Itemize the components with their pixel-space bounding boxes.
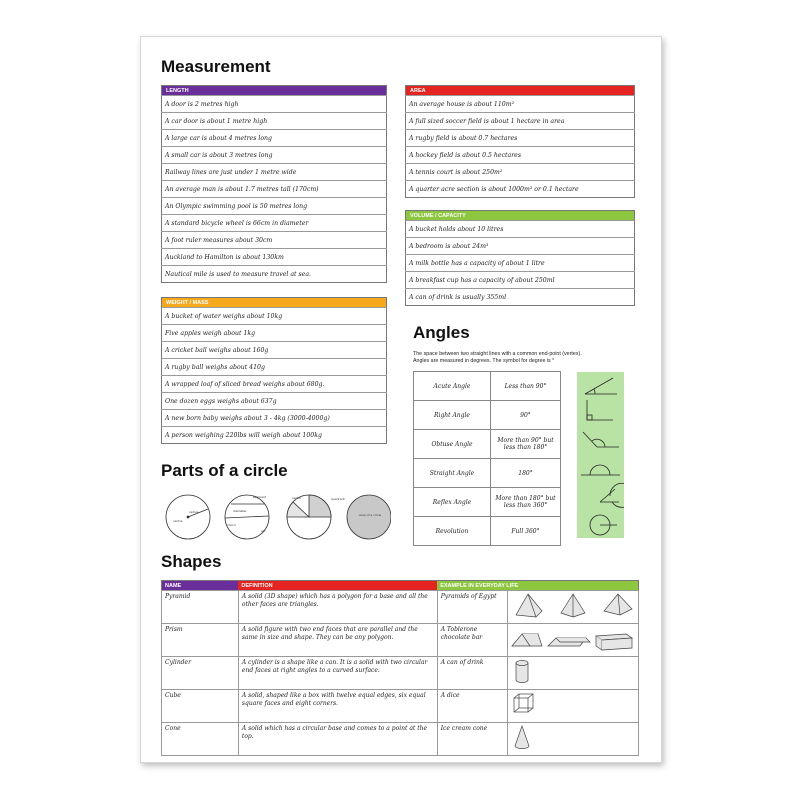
table-row: [162, 591, 639, 624]
shape-example: A Toblerone chocolate bar: [437, 624, 507, 657]
circle-diagrams: [161, 492, 391, 542]
shape-name: Cylinder: [162, 657, 239, 690]
length-header: LENGTH: [162, 86, 387, 96]
length-table: [161, 85, 387, 283]
poster-page: [140, 36, 662, 763]
weight-row: A bucket of water weighs about 10kg: [162, 308, 387, 325]
weight-header: WEIGHT / MASS: [162, 298, 387, 308]
length-row: An Olympic swimming pool is 50 metres long: [162, 198, 387, 215]
length-row: A door is 2 metres high: [162, 96, 387, 113]
length-row: A standard bicycle wheel is 66cm in diameter: [162, 215, 387, 232]
length-row: A small car is about 3 metres long: [162, 147, 387, 164]
length-row: An average man is about 1.7 metres tall (170cm): [162, 181, 387, 198]
weight-row: One dozen eggs weighs about 637g: [162, 393, 387, 410]
area-label: area of a circle: [359, 513, 382, 517]
angles-description: [413, 351, 633, 365]
area-row: A hockey field is about 0.5 hectares: [406, 147, 635, 164]
weight-row: A new born baby weighs about 3 - 4kg (3000-4000g): [162, 410, 387, 427]
angles-description-line: Angles are measured in degrees. The symbol for degree is °: [413, 358, 555, 364]
volume-table: [405, 210, 635, 306]
angles-table: [413, 371, 561, 546]
shape-example: Pyramids of Egypt: [437, 591, 507, 624]
area-row: An average house is about 110m²: [406, 96, 635, 113]
weight-row: A cricket ball weighs about 160g: [162, 342, 387, 359]
shape-name: Cube: [162, 690, 239, 723]
angle-value: More than 180° but less than 360°: [491, 488, 561, 517]
shape-definition: A cylinder is a shape like a can. It is a solid with two circular end faces at right angles to a curved surface.: [238, 657, 437, 690]
radius-circle-diagram: [166, 495, 210, 539]
shapes-header-definition: DEFINITION: [238, 581, 437, 591]
angle-name: Acute Angle: [414, 372, 491, 401]
volume-header: VOLUME / CAPACITY: [406, 211, 635, 221]
pyramid-icon: [508, 591, 639, 624]
measurement-heading: Measurement: [161, 57, 271, 76]
sector-label: sector: [292, 496, 302, 500]
shapes-header-name: NAME: [162, 581, 239, 591]
volume-row: A milk bottle has a capacity of about 1 litre: [406, 255, 635, 272]
revolution-angle-icon: [590, 515, 617, 535]
shape-name: Pyramid: [162, 591, 239, 624]
length-row: Railway lines are just under 1 metre wide: [162, 164, 387, 181]
volume-row: A breakfast cup has a capacity of about 250ml: [406, 272, 635, 289]
obtuse-angle-icon: [583, 432, 619, 447]
angle-name: Reflex Angle: [414, 488, 491, 517]
angle-value: 180°: [491, 459, 561, 488]
weight-row: A person weighing 220lbs will weigh about 100kg: [162, 427, 387, 444]
diameter-circle-diagram: [225, 495, 269, 539]
quadrant-label: quadrant: [331, 497, 345, 501]
area-row: A quarter acre section is about 1000m² or 0.1 hectare: [406, 181, 635, 198]
weight-row: Five apples weigh about 1kg: [162, 325, 387, 342]
angles-description-line: The space between two straight lines with a common end-point (vertex).: [413, 351, 582, 357]
angle-value: Less than 90°: [491, 372, 561, 401]
straight-angle-icon: [581, 465, 620, 475]
area-header: AREA: [406, 86, 635, 96]
shape-definition: A solid figure with two end faces that are parallel and the same in size and shape. They can be any polygon.: [238, 624, 437, 657]
shape-example: A can of drink: [437, 657, 507, 690]
angle-value: More than 90° but less than 180°: [491, 430, 561, 459]
angles-heading: Angles: [413, 323, 470, 342]
parts-of-circle-heading: Parts of a circle: [161, 461, 288, 480]
cube-icon: [508, 690, 639, 723]
angle-name: Straight Angle: [414, 459, 491, 488]
shapes-table: [161, 580, 639, 756]
table-row: [162, 624, 639, 657]
radius-label: radius: [189, 510, 199, 514]
acute-angle-icon: [585, 378, 617, 394]
length-row: A car door is about 1 metre high: [162, 113, 387, 130]
right-angle-icon: [587, 400, 613, 420]
length-row: A foot ruler measures about 30cm: [162, 232, 387, 249]
diameter-label: diameter: [233, 509, 247, 513]
area-row: A full sized soccer field is about 1 hectare in area: [406, 113, 635, 130]
shape-definition: A solid, shaped like a box with twelve equal edges, six equal square faces and eight corners.: [238, 690, 437, 723]
weight-row: A rugby ball weighs about 410g: [162, 359, 387, 376]
volume-row: A bedroom is about 24m³: [406, 238, 635, 255]
table-row: [162, 657, 639, 690]
table-row: [162, 690, 639, 723]
weight-row: A wrapped loaf of sliced bread weighs about 680g.: [162, 376, 387, 393]
angle-name: Revolution: [414, 517, 491, 546]
angle-value: Full 360°: [491, 517, 561, 546]
sector-circle-diagram: [287, 495, 346, 539]
shape-name: Cone: [162, 723, 239, 756]
area-row: A rugby field is about 0.7 hectares: [406, 130, 635, 147]
reflex-angle-icon: [600, 483, 624, 507]
centre-label: centre: [173, 519, 183, 523]
angle-name: Right Angle: [414, 401, 491, 430]
prism-icon: [508, 624, 639, 657]
shape-definition: A solid (3D shape) which has a polygon for a base and all the other faces are triangles.: [238, 591, 437, 624]
weight-table: [161, 297, 387, 444]
cylinder-icon: [508, 657, 639, 690]
shape-definition: A solid which has a circular base and comes to a point at the top.: [238, 723, 437, 756]
segment-label: segment: [253, 495, 267, 499]
volume-row: A bucket holds about 10 litres: [406, 221, 635, 238]
shapes-heading: Shapes: [161, 552, 222, 571]
length-row: Auckland to Hamilton is about 130km: [162, 249, 387, 266]
shape-name: Prism: [162, 624, 239, 657]
angle-diagrams-panel: [577, 372, 624, 538]
table-row: [162, 723, 639, 756]
length-row: Nautical mile is used to measure travel at sea.: [162, 266, 387, 283]
area-table: [405, 85, 635, 198]
arc-label: arc: [261, 529, 266, 533]
shapes-header-example: EXAMPLE IN EVERYDAY LIFE: [437, 581, 638, 591]
angle-diagrams: [577, 372, 624, 538]
cone-icon: [508, 723, 639, 756]
chord-label: chord: [227, 523, 236, 527]
length-row: A large car is about 4 metres long: [162, 130, 387, 147]
shape-example: A dice: [437, 690, 507, 723]
volume-row: A can of drink is usually 355ml: [406, 289, 635, 306]
angle-name: Obtuse Angle: [414, 430, 491, 459]
area-row: A tennis court is about 250m²: [406, 164, 635, 181]
angle-value: 90°: [491, 401, 561, 430]
shape-example: Ice cream cone: [437, 723, 507, 756]
area-circle-diagram: [347, 495, 391, 539]
